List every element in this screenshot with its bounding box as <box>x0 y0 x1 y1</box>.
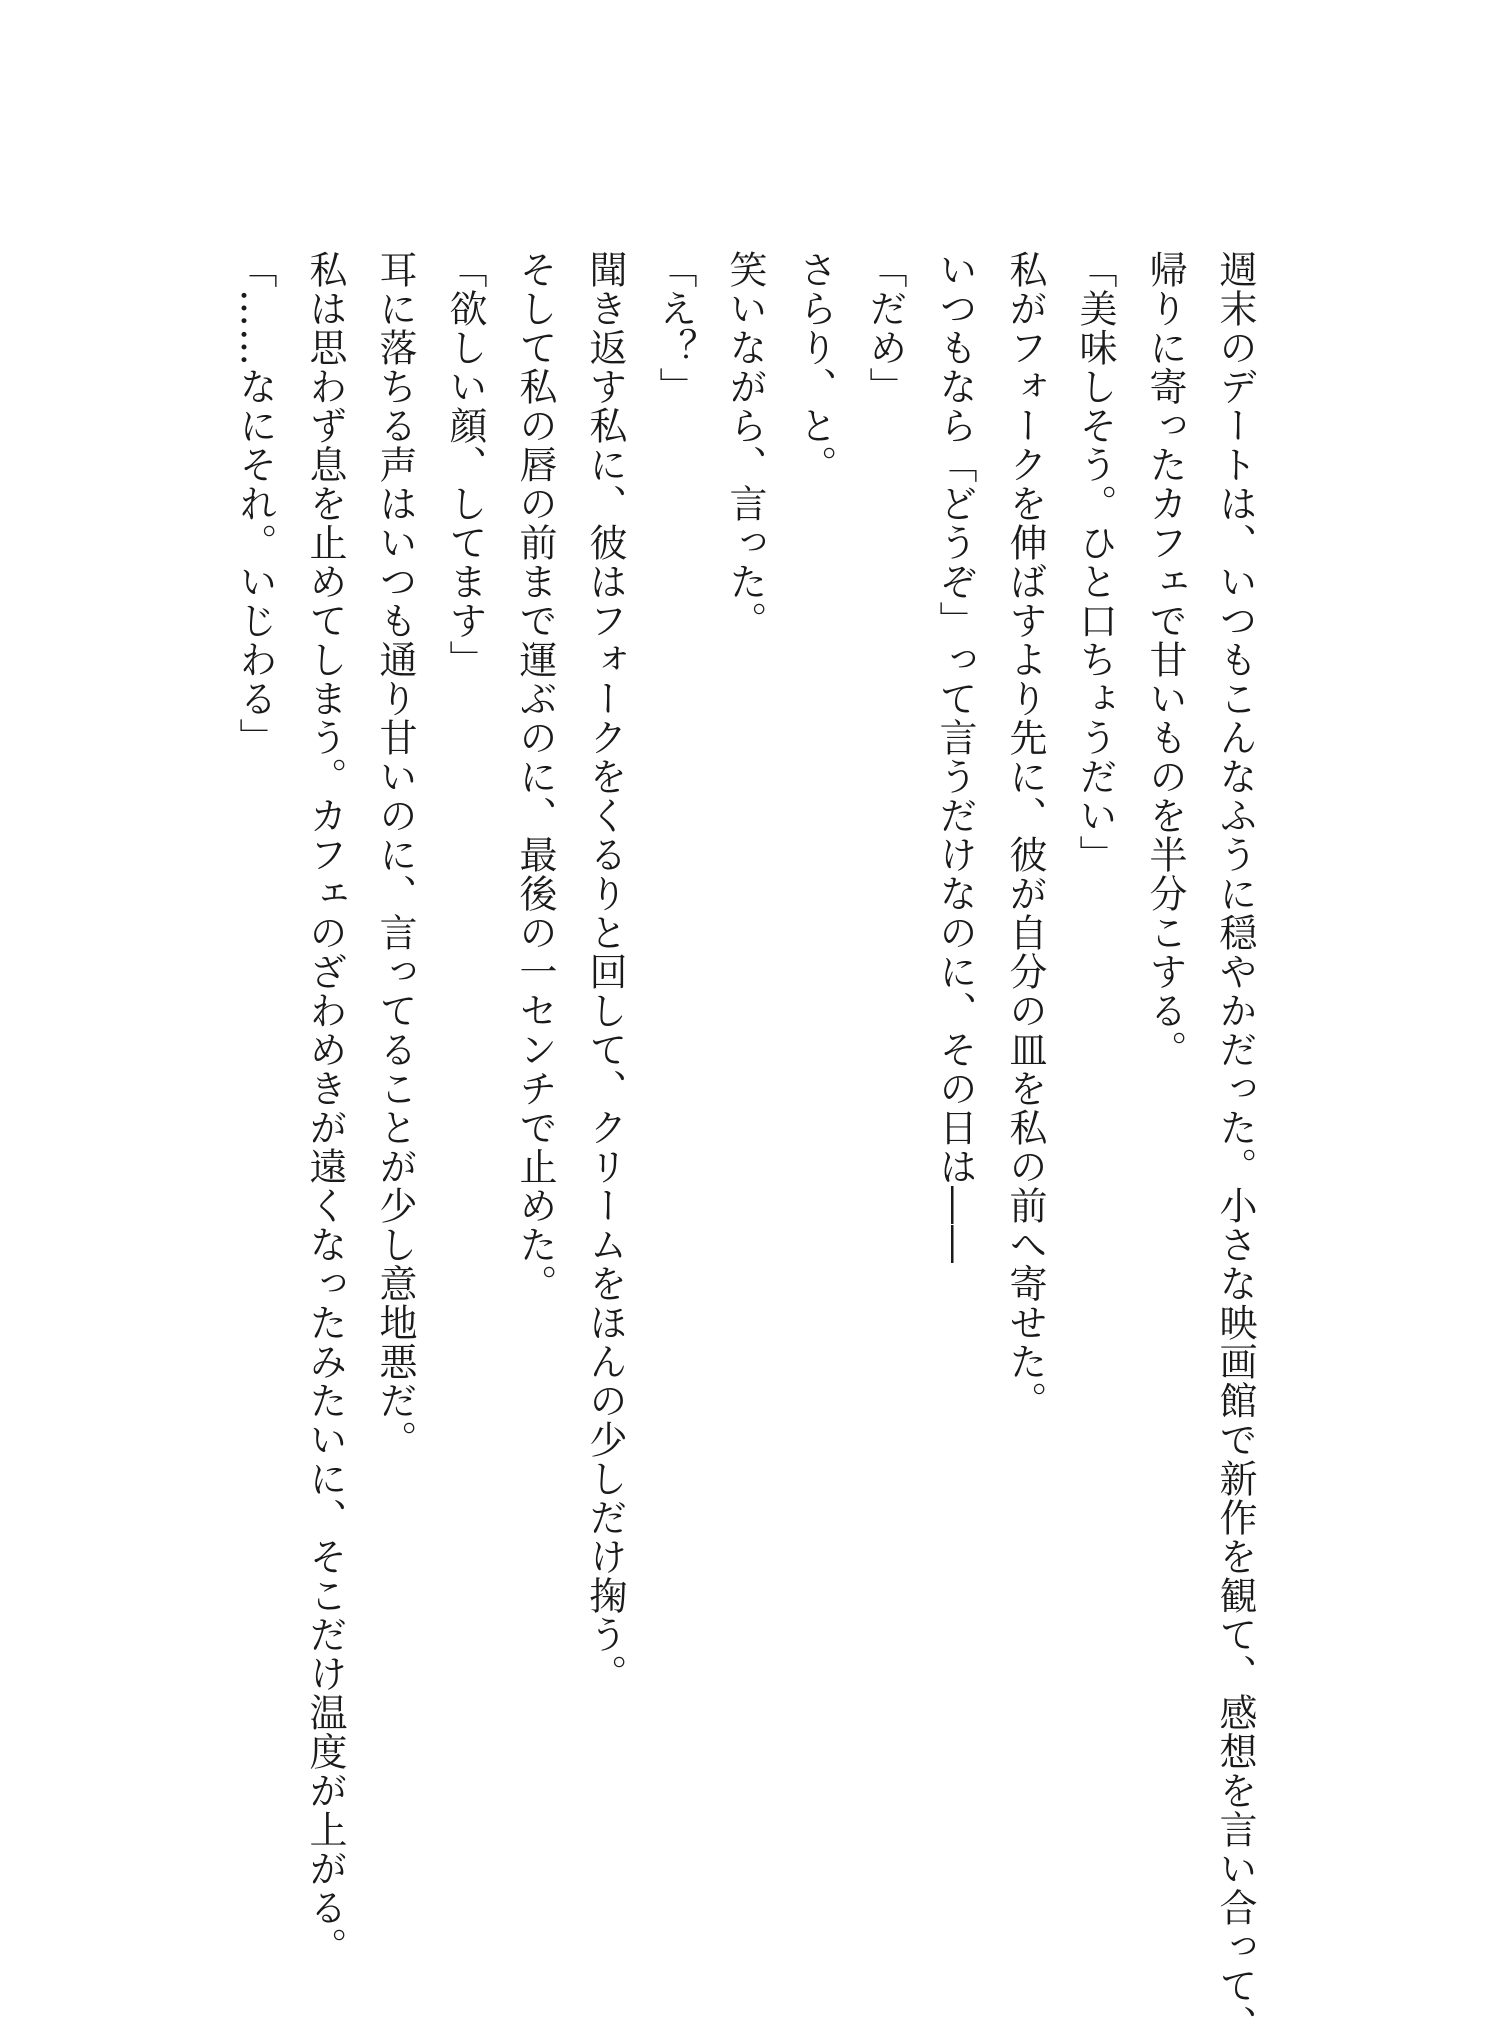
text-line-10: 聞き返す私に、彼はフォークをくるりと回して、クリームをほんの少しだけ掬う。 <box>583 250 627 1693</box>
text-line-7: さらり、と。 <box>793 250 837 484</box>
text-line-15: 「……なにそれ。いじわる」 <box>233 250 277 757</box>
text-line-1: 週末のデートは、いつもこんなふうに穏やかだった。小さな映画館で新作を観て、感想を言い合って、 <box>1213 250 1257 2044</box>
text-line-3: 「美味しそう。ひと口ちょうだい」 <box>1073 250 1117 874</box>
text-line-6: 「だめ」 <box>863 250 907 406</box>
text-line-12: 「欲しい顔、してます」 <box>443 250 487 679</box>
text-line-2: 帰りに寄ったカフェで甘いものを半分こする。 <box>1143 250 1187 1069</box>
text-line-8: 笑いながら、言った。 <box>723 250 767 640</box>
text-line-9: 「え？」 <box>653 250 697 406</box>
text-line-13: 耳に落ちる声はいつも通り甘いのに、言ってることが少し意地悪だ。 <box>373 250 417 1459</box>
text-line-4: 私がフォークを伸ばすより先に、彼が自分の皿を私の前へ寄せた。 <box>1003 250 1047 1420</box>
text-line-5: いつもなら「どうぞ」って言うだけなのに、その日は―― <box>933 250 977 1264</box>
text-line-11: そして私の唇の前まで運ぶのに、最後の一センチで止めた。 <box>513 250 557 1303</box>
vertical-text-body <box>220 250 1270 2044</box>
text-line-14: 私は思わず息を止めてしまう。カフェのざわめきが遠くなったみたいに、そこだけ温度が上がる。 <box>303 250 347 1966</box>
